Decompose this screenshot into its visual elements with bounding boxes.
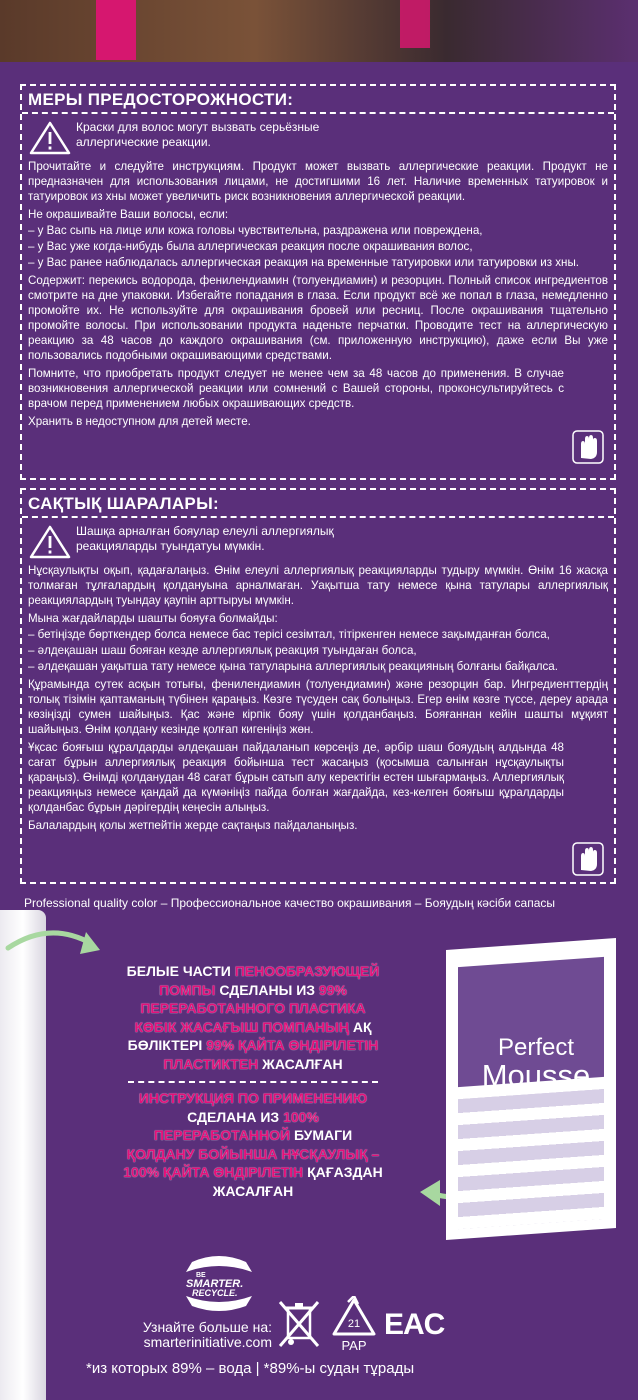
eco-text: ИНСТРУКЦИЯ ПО ПРИМЕНЕНИЮ bbox=[138, 1090, 368, 1106]
eco-text: АҚ bbox=[352, 1018, 372, 1035]
logo-text: SMARTER. bbox=[186, 1278, 244, 1290]
eco-text: ҚАҒАЗДАН bbox=[307, 1164, 383, 1180]
product-logo-line1: Perfect bbox=[497, 1034, 575, 1061]
gloves-hand-icon bbox=[572, 842, 604, 876]
paragraph-remember-kz: Ұқсас бояғыш құралдарды әлдеқашан пайдаланып көрсеңіз де, әрбір шаш бояудың алдында 48 сағат бұрын аллергиялық реакция бойынша тест жасаңыз (қосымша салынған нұсқаулықты қараңыз). Өнімді қолданудан 48 сағат бұрын сатып алу керектігін естен шығармаңыз. Аллергиялық реакцияңыз немесе қандай да күмәніңіз пайда болған жағдайда, кез-келген бояғыш құралдарды қолданбас бұрын дәрігердің кеңесін алыңыз. bbox=[28, 741, 564, 814]
eco-statement-ru-instructions bbox=[108, 1089, 398, 1145]
list-item-kz-1: – бетіңізде бөрткендер болса немесе бас терісі сезімтал, тітіркенген немесе зақымданған болса, bbox=[28, 628, 550, 641]
warning-triangle-icon bbox=[28, 120, 72, 156]
list-item-ru-2: – у Вас уже когда-нибудь была аллергическая реакция после окрашивания волос, bbox=[28, 240, 473, 253]
warning-row-ru bbox=[22, 114, 614, 156]
eco-statement-kz-pump bbox=[108, 1018, 398, 1074]
eco-text: БЕЛЫЕ ЧАСТИ bbox=[126, 963, 231, 979]
eco-text: КӨБІК ЖАСАҒЫШ ПОМПАНЫҢ bbox=[134, 1018, 349, 1035]
eco-text: СДЕЛАНЫ ИЗ bbox=[219, 981, 316, 998]
precautions-box-ru bbox=[20, 84, 616, 480]
list-item-kz-3: – әлдеқашан уақытша тату немесе қына татуларына аллергиялық реакцияның болғаны байқалса. bbox=[28, 660, 558, 673]
footnote-water: *из которых 89% – вода | *89%-ы судан тұрады bbox=[86, 1360, 415, 1377]
warning-text-ru: Краски для волос могут вызвать серьёзные аллергические реакции. bbox=[76, 120, 320, 149]
gloves-hand-icon bbox=[572, 430, 604, 464]
learn-more-label: Узнайте больше на: bbox=[142, 1319, 272, 1335]
foam-pump-tube-image bbox=[0, 910, 46, 1400]
learn-more-text bbox=[116, 1320, 272, 1350]
be-smarter-recycle-logo bbox=[172, 1254, 266, 1314]
product-box-stripes bbox=[458, 1089, 604, 1229]
eco-text: ПЕРЕРАБОТАННОГО ПЛАСТИКА bbox=[140, 1000, 366, 1016]
eco-text: 100% bbox=[283, 1108, 319, 1125]
quality-tagline: Professional quality color – Профессиональное качество окрашивания – Бояудың кәсіби сапасы bbox=[24, 896, 555, 910]
eco-text: БӨЛІКТЕРІ bbox=[127, 1037, 203, 1053]
eco-text: ПЕРЕРАБОТАННОЙ bbox=[153, 1127, 291, 1143]
paragraph-instructions-kz: Нұсқаулықты оқып, қадағалаңыз. Өнім елеулі аллергиялық реакцияларды тудыру мүмкін. Өнім 16 жасқа толмаған тұлғалардың қолдануына арналмаған. Уақытша тату немесе қына татулары аллергиялық реакциялардың туындау қаупін арттыруы мүмкін. bbox=[28, 564, 608, 607]
eac-mark: EAC bbox=[384, 1308, 445, 1341]
paragraph-contains-kz: Құрамында сутек асқын тотығы, фенилендиамин (толуендиамин) және резорцин бар. Ингредиенттердің толық тізімін қаптаманың түбінен қараңыз. Көзге түсуден сақ болыңыз. Егер өнім көзге түссе, дереу арада көзіңізді сумен шайыңыз. Қас және кірпік бояу үшін қолданбаңыз. Бояғаннан кейін шашты мұқият шайыңыз. Өнім қолдану кезінде қолғап кигеніңіз жөн. bbox=[28, 678, 608, 736]
eco-text: ҚАЙТА ӨНДІРІЛЕТІН bbox=[238, 1037, 379, 1053]
eco-text: ҚАЙТА ӨНДІРІЛЕТІН bbox=[162, 1164, 304, 1180]
list-item-ru-1: – у Вас сыпь на лице или кожа головы чувствительна, раздражена или повреждена, bbox=[28, 224, 483, 237]
eco-divider bbox=[128, 1081, 378, 1083]
eco-text: 100% bbox=[123, 1164, 160, 1180]
eco-text: ЖАСАЛҒАН bbox=[212, 1182, 294, 1199]
eco-text: ЖАСАЛҒАН bbox=[262, 1055, 343, 1072]
precautions-title-kz: САҚТЫҚ ШАРАЛАРЫ: bbox=[28, 494, 219, 513]
paragraph-contains-ru: Содержит: перекись водорода, фенилендиамин (толуендиамин) и резорцин. Полный список ингредиентов смотрите на дне упаковки. Избегайте попадания в глаза. Если продукт всё же попал в глаза, немедленно промойте их. Не используйте для окрашивания бровей или ресниц. После окрашивания тщательно промойте волосы. При использовании продукта наденьте перчатки. Проводите тест на аллергическую реакцию за 48 часов до каждого окрашивания (см. приложенную инструкцию), даже если Вы уже пользовались подобными окрашивающими средствами. bbox=[28, 274, 608, 362]
pink-label-right bbox=[400, 0, 430, 48]
list-item-ru-3: – у Вас ранее наблюдалась аллергическая реакция на временные татуировки или татуировки из хны. bbox=[28, 256, 580, 269]
logo-text: RECYCLE. bbox=[192, 1288, 238, 1298]
paragraph-instructions-ru: Прочитайте и следуйте инструкциям. Продукт может вызвать аллергические реакции. Продукт не предназначен для использования лицами, не достигшими 16 лет. Наличие временных татуировок и татуировок из хны может увеличить риск возникновения аллергической реакции. bbox=[28, 160, 608, 203]
eco-text: ПЕНООБРАЗУЮЩЕЙ bbox=[234, 963, 380, 979]
pink-label-left bbox=[96, 0, 136, 60]
paragraph-do-not-color-kz: Мына жағдайларды шашты бояуға болмайды: bbox=[28, 612, 278, 625]
logo-text: BE bbox=[196, 1272, 206, 1279]
precautions-box-kz bbox=[20, 488, 616, 884]
paragraph-remember-ru: Помните, что приобретать продукт следует не менее чем за 48 часов до применения. В случае возникновения аллергической реакции или сомнений с Вашей стороны, проконсультируйтесь с врачом перед применением любых окрашивающих средств. bbox=[28, 367, 564, 410]
paragraph-keep-away-kz: Балалардың қолы жетпейтін жерде сақтаңыз пайдаланыңыз. bbox=[28, 819, 358, 832]
eco-text: 99% bbox=[318, 981, 347, 998]
eco-text: БУМАГИ bbox=[293, 1127, 353, 1143]
eco-text: 99% bbox=[206, 1037, 235, 1053]
product-logo bbox=[456, 1036, 616, 1092]
eco-text: ҚОЛДАНУ БОЙЫНША НҰСҚАУЛЫҚ – bbox=[126, 1145, 380, 1162]
warning-triangle-icon bbox=[28, 524, 72, 560]
curved-arrow-icon bbox=[0, 914, 120, 974]
pap-recycle-icon bbox=[330, 1296, 378, 1354]
warning-row-kz bbox=[22, 518, 614, 560]
eco-statement bbox=[108, 962, 398, 1200]
pap-label: PAP bbox=[341, 1338, 367, 1353]
paragraph-do-not-color-ru: Не окрашивайте Ваши волосы, если: bbox=[28, 208, 229, 221]
precautions-title-ru: МЕРЫ ПРЕДОСТОРОЖНОСТИ: bbox=[28, 90, 294, 109]
warning-text-kz: Шашқа арналған бояулар елеулі аллергиялық реакцияларды туындатуы мүмкін. bbox=[76, 524, 334, 553]
website-link: smarterinitiative.com bbox=[143, 1334, 272, 1350]
product-logo-line2: Mousse bbox=[481, 1058, 591, 1093]
eco-text: СДЕЛАНА ИЗ bbox=[187, 1108, 280, 1125]
crossed-bin-icon bbox=[276, 1296, 322, 1352]
eco-text: ПОМПЫ bbox=[159, 981, 216, 998]
paragraph-keep-away-ru: Хранить в недоступном для детей месте. bbox=[28, 415, 251, 428]
eco-statement-ru-pump bbox=[108, 962, 398, 1018]
eco-statement-kz-instructions bbox=[108, 1145, 398, 1201]
list-item-kz-2: – әлдеқашан шаш бояған кезде аллергиялық реакция туындаған болса, bbox=[28, 644, 417, 657]
pap-number: 21 bbox=[347, 1318, 361, 1330]
eco-text: ПЛАСТИКТЕН bbox=[163, 1055, 259, 1072]
